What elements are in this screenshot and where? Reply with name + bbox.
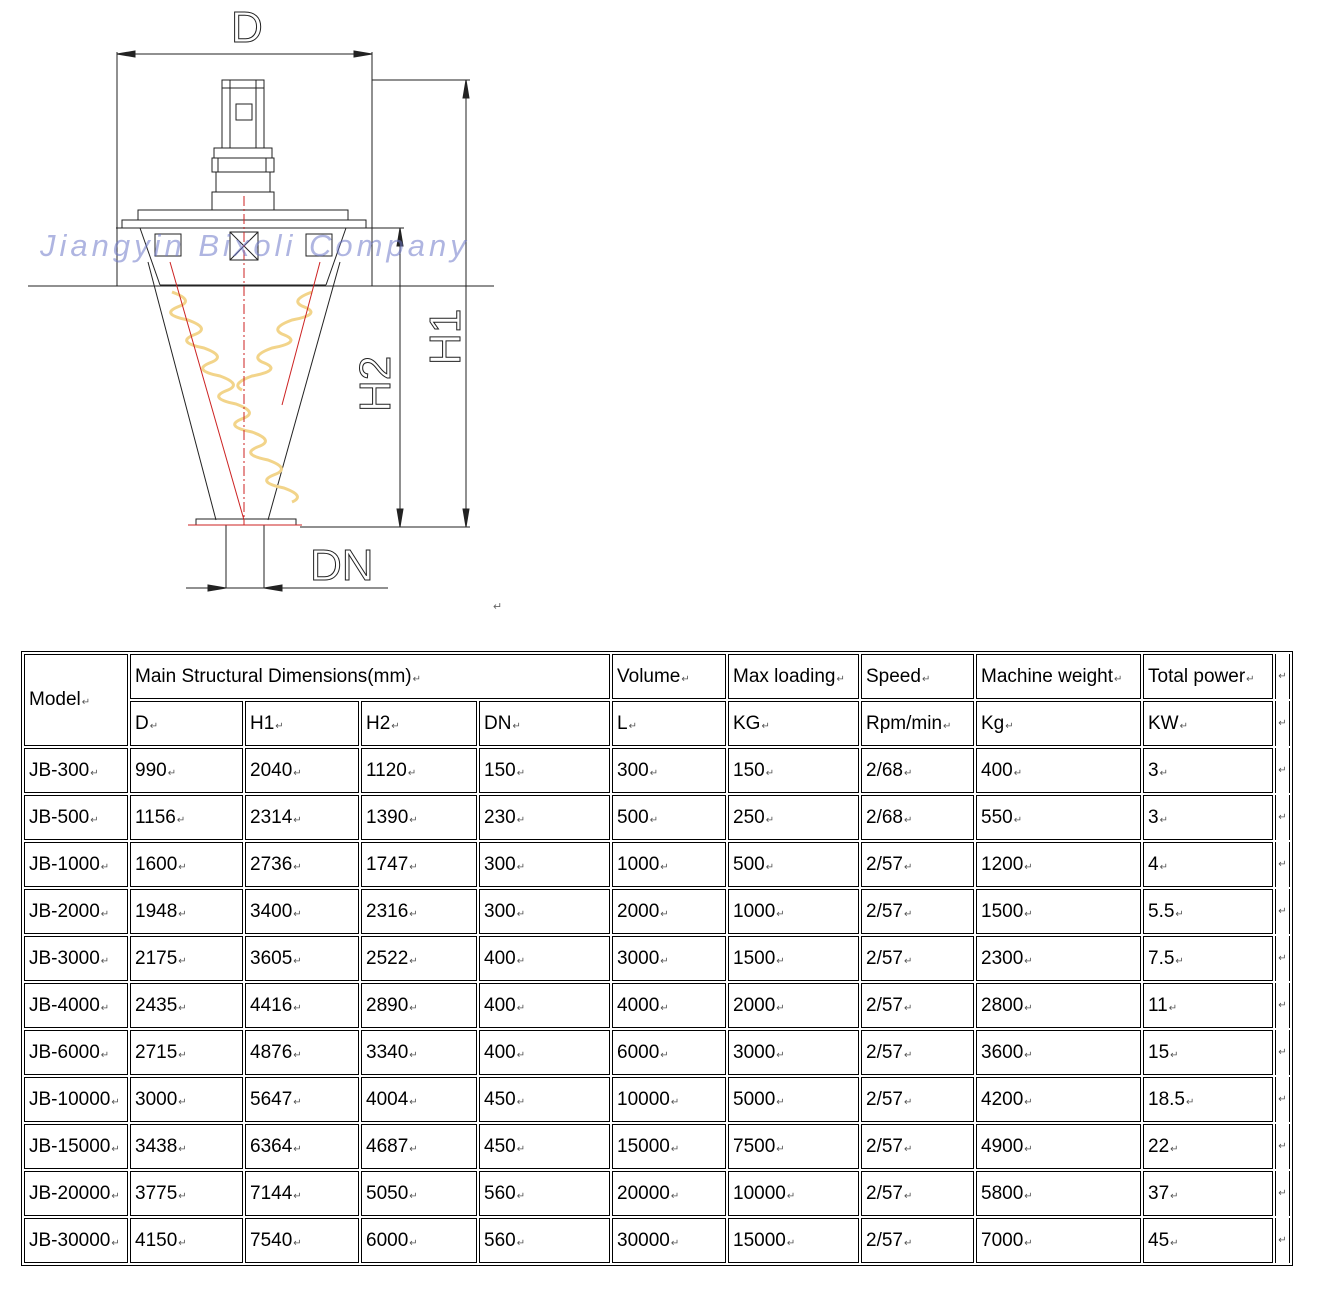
value-cell: 560 ↵ <box>479 1218 610 1263</box>
value-cell: 10000 ↵ <box>728 1171 859 1216</box>
value-cell: 400 ↵ <box>976 748 1141 793</box>
model-cell: JB-6000 ↵ <box>24 1030 128 1075</box>
value-cell: 18.5 ↵ <box>1143 1077 1273 1122</box>
value-cell: 4000 ↵ <box>612 983 726 1028</box>
value-cell: 15000 ↵ <box>612 1124 726 1169</box>
value-cell: 2300 ↵ <box>976 936 1141 981</box>
table-row <box>24 936 1290 981</box>
value-cell: 1747 ↵ <box>361 842 477 887</box>
value-cell: 4 ↵ <box>1143 842 1273 887</box>
value-cell: 45 ↵ <box>1143 1218 1273 1263</box>
value-cell: 5000 ↵ <box>728 1077 859 1122</box>
table-header-row <box>24 654 1290 699</box>
value-cell: 2000 ↵ <box>728 983 859 1028</box>
row-end-mark-icon: ↵ <box>1275 701 1290 746</box>
model-cell: JB-15000 ↵ <box>24 1124 128 1169</box>
value-cell: 400 ↵ <box>479 983 610 1028</box>
value-cell: 2175 ↵ <box>130 936 243 981</box>
value-cell: 2/57 ↵ <box>861 983 974 1028</box>
value-cell: 2/68 ↵ <box>861 748 974 793</box>
value-cell: 10000 ↵ <box>612 1077 726 1122</box>
spec-table <box>21 651 1293 1266</box>
value-cell: 15 ↵ <box>1143 1030 1273 1075</box>
value-cell: 560 ↵ <box>479 1171 610 1216</box>
value-cell: 1500 ↵ <box>728 936 859 981</box>
value-cell: 2/57 ↵ <box>861 1218 974 1263</box>
row-end-mark-icon: ↵ <box>1275 1077 1290 1122</box>
dim-label-h1: H1 <box>421 308 470 365</box>
table-row <box>24 842 1290 887</box>
value-cell: 2/57 ↵ <box>861 1077 974 1122</box>
model-cell: JB-20000 ↵ <box>24 1171 128 1216</box>
watermark-text: Jiangyin Bixoli Company <box>40 228 470 263</box>
value-cell: 2/57 ↵ <box>861 842 974 887</box>
header-volume: Volume ↵ <box>612 654 726 699</box>
row-end-mark-icon: ↵ <box>1275 936 1290 981</box>
value-cell: 2040 ↵ <box>245 748 359 793</box>
row-end-mark-icon: ↵ <box>1275 1030 1290 1075</box>
value-cell: 20000 ↵ <box>612 1171 726 1216</box>
value-cell: 300 ↵ <box>612 748 726 793</box>
value-cell: 400 ↵ <box>479 1030 610 1075</box>
value-cell: 2890 ↵ <box>361 983 477 1028</box>
mixer-drawing <box>0 0 520 620</box>
dim-label-dn: DN <box>310 541 374 590</box>
unit-cell: D ↵ <box>130 701 243 746</box>
value-cell: 1500 ↵ <box>976 889 1141 934</box>
value-cell: 3400 ↵ <box>245 889 359 934</box>
value-cell: 6000 ↵ <box>612 1030 726 1075</box>
value-cell: 22 ↵ <box>1143 1124 1273 1169</box>
value-cell: 1600 ↵ <box>130 842 243 887</box>
value-cell: 400 ↵ <box>479 936 610 981</box>
row-end-mark-icon: ↵ <box>1275 1171 1290 1216</box>
model-cell: JB-1000 ↵ <box>24 842 128 887</box>
value-cell: 5050 ↵ <box>361 1171 477 1216</box>
unit-cell: H2 ↵ <box>361 701 477 746</box>
value-cell: 30000 ↵ <box>612 1218 726 1263</box>
table-row <box>24 889 1290 934</box>
value-cell: 990 ↵ <box>130 748 243 793</box>
value-cell: 6364 ↵ <box>245 1124 359 1169</box>
value-cell: 150 ↵ <box>479 748 610 793</box>
value-cell: 3600 ↵ <box>976 1030 1141 1075</box>
header-total-power: Total power ↵ <box>1143 654 1273 699</box>
value-cell: 5647 ↵ <box>245 1077 359 1122</box>
unit-cell: KW ↵ <box>1143 701 1273 746</box>
row-end-mark-icon: ↵ <box>1275 654 1290 699</box>
value-cell: 2800 ↵ <box>976 983 1141 1028</box>
value-cell: 2/57 ↵ <box>861 1030 974 1075</box>
unit-cell: DN ↵ <box>479 701 610 746</box>
row-end-mark-icon: ↵ <box>1275 748 1290 793</box>
value-cell: 4416 ↵ <box>245 983 359 1028</box>
table-row <box>24 795 1290 840</box>
value-cell: 5.5 ↵ <box>1143 889 1273 934</box>
model-cell: JB-30000 ↵ <box>24 1218 128 1263</box>
value-cell: 2522 ↵ <box>361 936 477 981</box>
table-units-row <box>24 701 1290 746</box>
dim-label-h2: H2 <box>351 355 400 412</box>
value-cell: 3 ↵ <box>1143 748 1273 793</box>
value-cell: 500 ↵ <box>728 842 859 887</box>
value-cell: 2314 ↵ <box>245 795 359 840</box>
value-cell: 7000 ↵ <box>976 1218 1141 1263</box>
value-cell: 2000 ↵ <box>612 889 726 934</box>
value-cell: 300 ↵ <box>479 889 610 934</box>
header-machine-weight: Machine weight ↵ <box>976 654 1141 699</box>
value-cell: 4687 ↵ <box>361 1124 477 1169</box>
value-cell: 1000 ↵ <box>728 889 859 934</box>
header-max-loading: Max loading ↵ <box>728 654 859 699</box>
value-cell: 4200 ↵ <box>976 1077 1141 1122</box>
value-cell: 550 ↵ <box>976 795 1141 840</box>
value-cell: 3000 ↵ <box>728 1030 859 1075</box>
value-cell: 11 ↵ <box>1143 983 1273 1028</box>
model-cell: JB-3000 ↵ <box>24 936 128 981</box>
value-cell: 1200 ↵ <box>976 842 1141 887</box>
row-end-mark-icon: ↵ <box>1275 983 1290 1028</box>
value-cell: 1156 ↵ <box>130 795 243 840</box>
header-speed: Speed ↵ <box>861 654 974 699</box>
value-cell: 4876 ↵ <box>245 1030 359 1075</box>
value-cell: 2/57 ↵ <box>861 936 974 981</box>
model-cell: JB-500 ↵ <box>24 795 128 840</box>
value-cell: 3000 ↵ <box>612 936 726 981</box>
value-cell: 250 ↵ <box>728 795 859 840</box>
dim-label-d: D <box>231 3 263 52</box>
value-cell: 2/57 ↵ <box>861 1124 974 1169</box>
unit-cell: Rpm/min ↵ <box>861 701 974 746</box>
value-cell: 4900 ↵ <box>976 1124 1141 1169</box>
value-cell: 3000 ↵ <box>130 1077 243 1122</box>
value-cell: 2435 ↵ <box>130 983 243 1028</box>
model-cell: JB-2000 ↵ <box>24 889 128 934</box>
value-cell: 2/68 ↵ <box>861 795 974 840</box>
value-cell: 450 ↵ <box>479 1077 610 1122</box>
value-cell: 3340 ↵ <box>361 1030 477 1075</box>
unit-cell: Kg ↵ <box>976 701 1141 746</box>
value-cell: 6000 ↵ <box>361 1218 477 1263</box>
value-cell: 230 ↵ <box>479 795 610 840</box>
value-cell: 2715 ↵ <box>130 1030 243 1075</box>
table-row <box>24 748 1290 793</box>
value-cell: 1120 ↵ <box>361 748 477 793</box>
row-end-mark-icon: ↵ <box>1275 795 1290 840</box>
value-cell: 4150 ↵ <box>130 1218 243 1263</box>
value-cell: 1948 ↵ <box>130 889 243 934</box>
header-model: Model ↵ <box>24 654 128 746</box>
value-cell: 2/57 ↵ <box>861 889 974 934</box>
row-end-mark-icon: ↵ <box>1275 889 1290 934</box>
value-cell: 500 ↵ <box>612 795 726 840</box>
value-cell: 3 ↵ <box>1143 795 1273 840</box>
value-cell: 450 ↵ <box>479 1124 610 1169</box>
value-cell: 2736 ↵ <box>245 842 359 887</box>
table-row <box>24 1171 1290 1216</box>
model-cell: JB-4000 ↵ <box>24 983 128 1028</box>
value-cell: 150 ↵ <box>728 748 859 793</box>
value-cell: 3605 ↵ <box>245 936 359 981</box>
value-cell: 3775 ↵ <box>130 1171 243 1216</box>
row-end-mark-icon: ↵ <box>1275 1218 1290 1263</box>
unit-cell: H1 ↵ <box>245 701 359 746</box>
value-cell: 1000 ↵ <box>612 842 726 887</box>
model-cell: JB-300 ↵ <box>24 748 128 793</box>
value-cell: 3438 ↵ <box>130 1124 243 1169</box>
value-cell: 5800 ↵ <box>976 1171 1141 1216</box>
table-row <box>24 983 1290 1028</box>
value-cell: 1390 ↵ <box>361 795 477 840</box>
header-main-dimensions: Main Structural Dimensions(mm) ↵ <box>130 654 610 699</box>
table-row <box>24 1218 1290 1263</box>
value-cell: 300 ↵ <box>479 842 610 887</box>
table-row <box>24 1030 1290 1075</box>
table-row <box>24 1077 1290 1122</box>
value-cell: 7540 ↵ <box>245 1218 359 1263</box>
model-cell: JB-10000 ↵ <box>24 1077 128 1122</box>
row-end-mark-icon: ↵ <box>1275 842 1290 887</box>
unit-cell: L ↵ <box>612 701 726 746</box>
paragraph-mark-icon: ↵ <box>493 601 503 613</box>
unit-cell: KG ↵ <box>728 701 859 746</box>
value-cell: 15000 ↵ <box>728 1218 859 1263</box>
value-cell: 37 ↵ <box>1143 1171 1273 1216</box>
row-end-mark-icon: ↵ <box>1275 1124 1290 1169</box>
value-cell: 2/57 ↵ <box>861 1171 974 1216</box>
value-cell: 7500 ↵ <box>728 1124 859 1169</box>
value-cell: 7144 ↵ <box>245 1171 359 1216</box>
value-cell: 4004 ↵ <box>361 1077 477 1122</box>
value-cell: 2316 ↵ <box>361 889 477 934</box>
value-cell: 7.5 ↵ <box>1143 936 1273 981</box>
table-row <box>24 1124 1290 1169</box>
